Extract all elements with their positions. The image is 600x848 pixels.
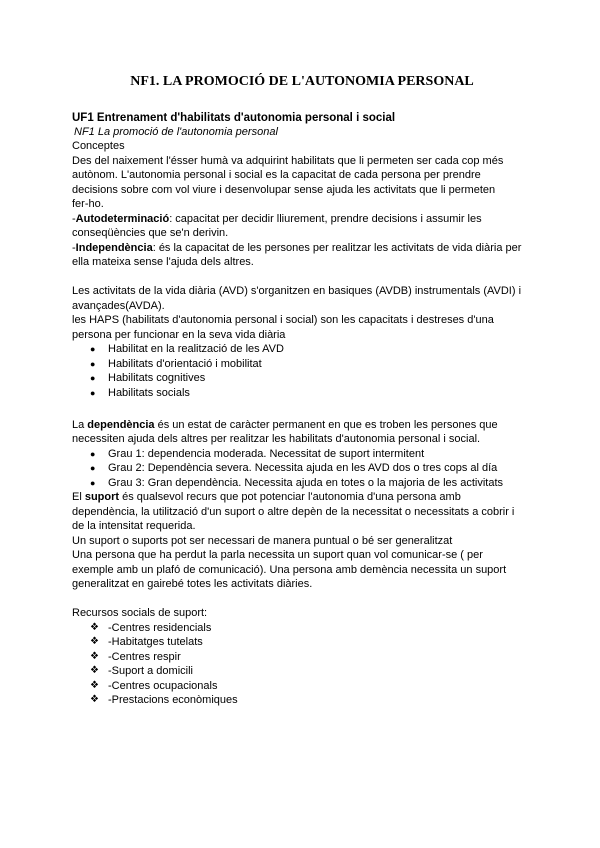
dependencia-line: La dependència és un estat de caràcter permanent en que es troben les persones que: [72, 419, 498, 431]
avd-line: persona per funcionar en la seva vida diària: [72, 329, 286, 341]
list-item: ❖ -Suport a domicili: [90, 665, 193, 677]
list-item: ● Habilitats d'orientació i mobilitat: [90, 358, 262, 370]
list-item: ● Habilitat en la realització de les AVD: [90, 343, 284, 355]
suport-line: El suport és qualsevol recurs que pot potenciar l'autonomia d'una persona amb: [72, 491, 461, 503]
list-item: ● Grau 3: Gran dependència. Necessita ajuda en totes o la majoria de les activitats: [90, 477, 504, 489]
intro-line: Des del naixement l'ésser humà va adquirint habilitats que li permeten ser cada cop més: [72, 155, 504, 167]
dependencia-term: dependència: [87, 419, 155, 431]
independencia-definition: : és la capacitat de les persones per realitzar les activitats de vida diària per: [152, 242, 522, 254]
bullet-dot-icon: ●: [90, 373, 96, 383]
recursos-title: Recursos socials de suport:: [72, 607, 208, 619]
list-item: ● Habilitats socials: [90, 387, 190, 399]
avd-line: les HAPS (habilitats d'autonomia personal i social) son les capacitats i destreses d'una: [72, 314, 494, 326]
conceptes-heading: Conceptes: [72, 140, 125, 152]
diamond-bullet-icon: ❖: [90, 651, 99, 662]
intro-line: decisions sobre com vol viure i desenvolupar sense ajuda les activitats que li permeten: [72, 184, 496, 196]
suport-text-line: Un suport o suports pot ser necessari de manera puntual o bé ser generalitzat: [72, 535, 453, 547]
suport-term: suport: [84, 491, 120, 503]
autodeterminacio-line-2: conseqüències que se'n derivin.: [72, 227, 229, 239]
list-item: ● Grau 1: dependencia moderada. Necessitat de suport intermitent: [90, 448, 425, 460]
list-item: ● Grau 2: Dependència severa. Necessita ajuda en les AVD dos o tres cops al día: [90, 462, 498, 474]
intro-line: fer-ho.: [72, 198, 104, 210]
list-item: ● Habilitats cognitives: [90, 372, 206, 384]
bullet-dot-icon: ●: [90, 463, 96, 473]
autodeterminacio-line: -Autodeterminació: capacitat per decidir lliurement, prendre decisions i assumir les: [72, 213, 482, 225]
uf1-heading: UF1 Entrenament d'habilitats d'autonomia personal i social: [72, 112, 396, 124]
list-item: ❖ -Centres residencials: [90, 622, 212, 634]
avd-line: avançades(AVDA).: [72, 300, 165, 312]
list-item: ❖ -Habitatges tutelats: [90, 636, 203, 648]
autodeterminacio-definition: : capacitat per decidir lliurement, prendre decisions i assumir les: [169, 213, 482, 225]
autodeterminacio-term: Autodeterminació: [75, 213, 170, 225]
suport-text-line: generalitzat en gairebé totes les activitats diàries.: [72, 578, 313, 590]
subtitle: NF1 La promoció de l'autonomia personal: [74, 126, 278, 138]
diamond-bullet-icon: ❖: [90, 622, 99, 633]
independencia-term: Independència: [75, 242, 153, 254]
bullet-dot-icon: ●: [90, 344, 96, 354]
dependencia-line-2: necessiten ajuda dels altres per realitzar les habilitats d'autonomia personal i social.: [72, 433, 481, 445]
suport-text-line: dependència, la utilització d'un suport o altre depèn de la necessitat o necessitats a cobrir i: [72, 506, 515, 518]
intro-line: autònom. L'autonomia personal i social es la capacitat de cada persona per prendre: [72, 169, 481, 181]
diamond-bullet-icon: ❖: [90, 680, 99, 691]
bullet-dot-icon: ●: [90, 449, 96, 459]
list-item: ❖ -Centres ocupacionals: [90, 680, 218, 692]
bullet-dot-icon: ●: [90, 359, 96, 369]
list-item: ❖ -Centres respir: [90, 651, 181, 663]
bullet-dot-icon: ●: [90, 478, 96, 488]
avd-line: Les activitats de la vida diària (AVD) s'organitzen en basiques (AVDB) instrumentals (AVDI) i: [72, 285, 522, 297]
suport-text-line: exemple amb un plafó de comunicació). Una persona amb demència necessita un suport: [72, 564, 507, 576]
bullet-dot-icon: ●: [90, 388, 96, 398]
diamond-bullet-icon: ❖: [90, 665, 99, 676]
diamond-bullet-icon: ❖: [90, 636, 99, 647]
independencia-line-2: ella mateixa sense l'ajuda dels altres.: [72, 256, 254, 268]
diamond-bullet-icon: ❖: [90, 694, 99, 705]
independencia-line: -Independència: és la capacitat de les persones per realitzar les activitats de vida diària per: [72, 242, 522, 254]
suport-text-line: de la intensitat requerida.: [72, 520, 196, 532]
list-item: ❖ -Prestacions econòmiques: [90, 694, 238, 706]
document-title: NF1. LA PROMOCIÓ DE L'AUTONOMIA PERSONAL: [130, 74, 474, 89]
suport-text-line: Una persona que ha perdut la parla necessita un suport quan vol comunicar-se ( per: [72, 549, 483, 561]
